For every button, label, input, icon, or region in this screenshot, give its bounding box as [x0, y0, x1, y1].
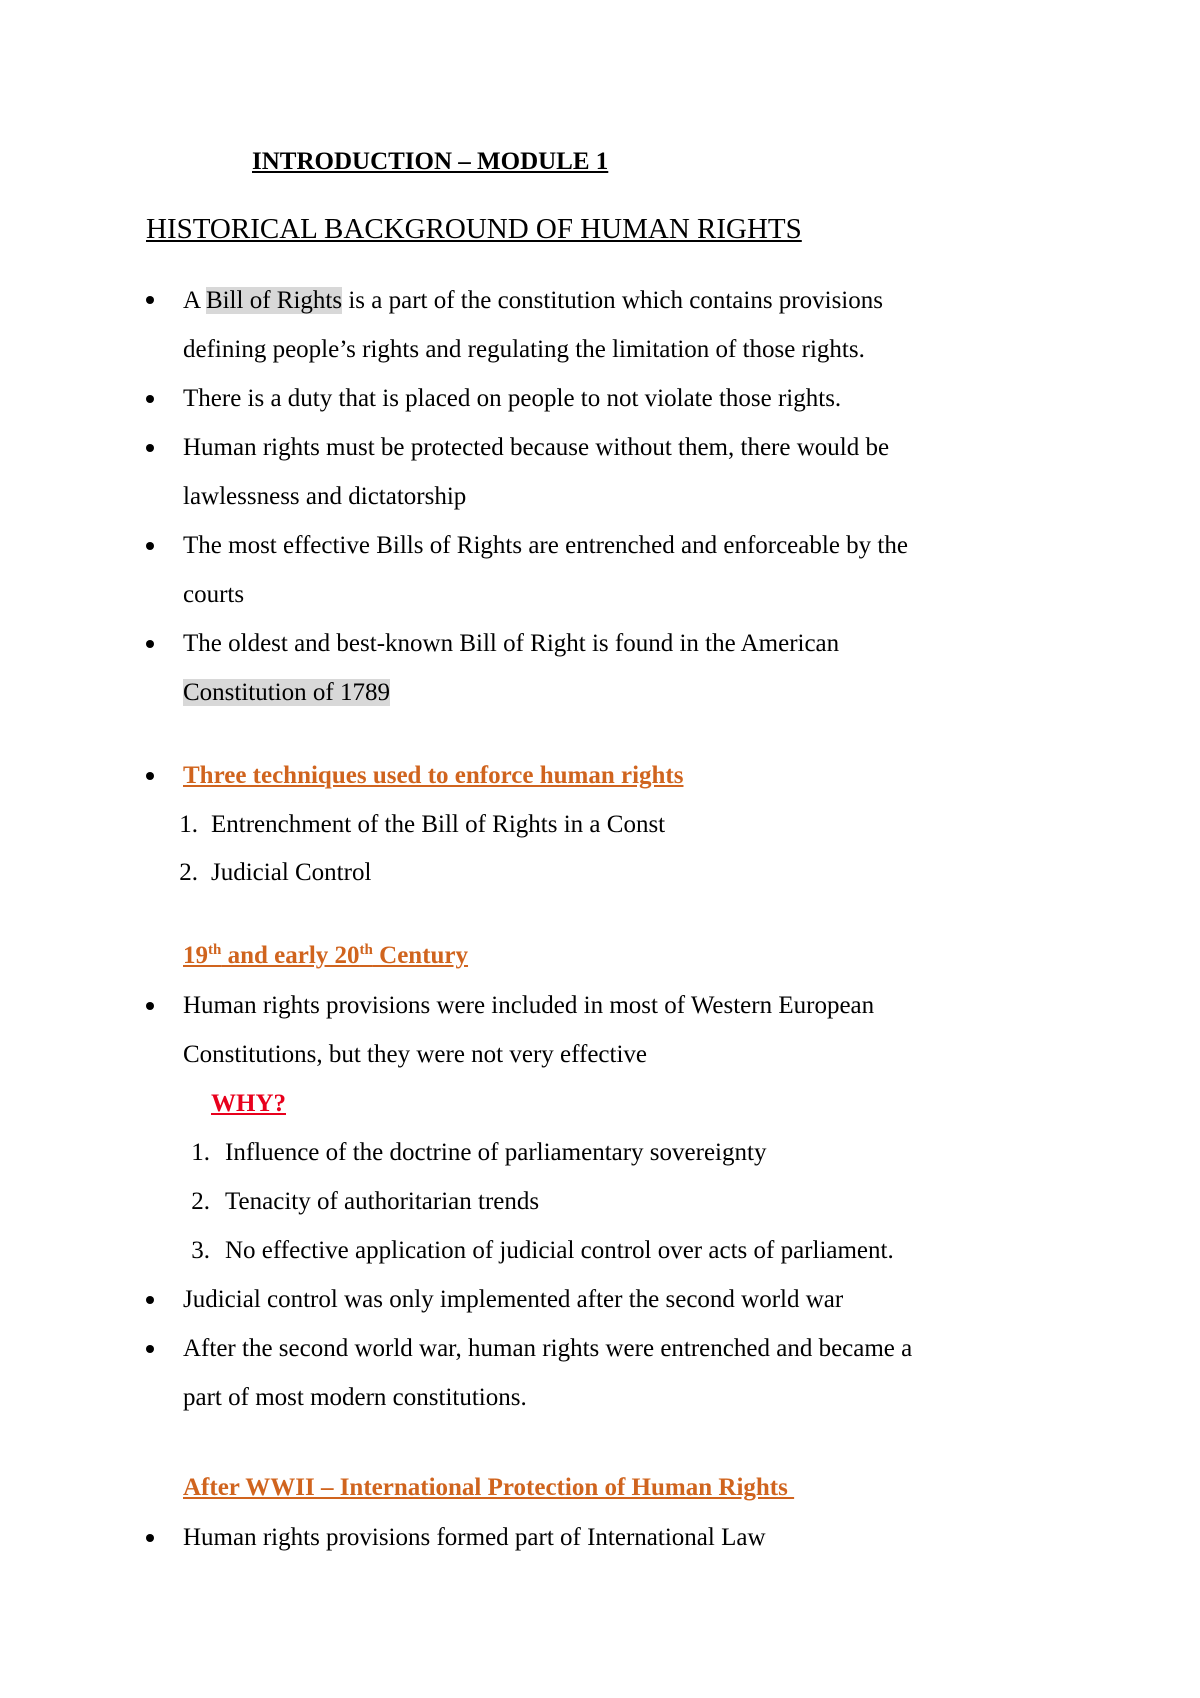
list-number: 2.: [191, 1188, 210, 1215]
list-number: 1.: [179, 811, 198, 838]
list-item: Judicial control was only implemented after the second world war: [183, 1286, 844, 1313]
bullet-dot: [146, 640, 154, 648]
list-item: Human rights must be protected because without them, there would be: [183, 434, 890, 461]
list-item: The oldest and best-known Bill of Right is found in the American: [183, 630, 840, 657]
list-item: There is a duty that is placed on people to not violate those rights.: [183, 385, 842, 412]
heading-text: Century: [372, 942, 469, 969]
why-label: WHY?: [211, 1090, 286, 1117]
list-item-continuation: courts: [183, 581, 245, 608]
list-number: 1.: [191, 1139, 210, 1166]
list-number: 3.: [191, 1237, 210, 1264]
list-item: After the second world war, human rights were entrenched and became a: [183, 1335, 913, 1362]
list-item-continuation: lawlessness and dictatorship: [183, 483, 467, 510]
list-item-text: is a part of the constitution which contains provisions: [342, 287, 883, 314]
section-heading-wwii: After WWII – International Protection of Human Rights: [183, 1474, 795, 1501]
highlighted-term: Bill of Rights: [205, 287, 343, 314]
bullet-dot: [146, 542, 154, 550]
heading-text: 19: [183, 942, 208, 969]
list-number: 2.: [179, 859, 198, 886]
bullet-dot: [146, 772, 154, 780]
bullet-dot: [146, 1002, 154, 1010]
list-item-continuation: Constitutions, but they were not very effective: [183, 1041, 648, 1068]
list-item: Human rights provisions formed part of International Law: [183, 1524, 766, 1551]
numbered-item: Influence of the doctrine of parliamentary sovereignty: [225, 1139, 767, 1166]
numbered-item: Entrenchment of the Bill of Rights in a Const: [211, 811, 666, 838]
numbered-item: Tenacity of authoritarian trends: [225, 1188, 540, 1215]
list-item: The most effective Bills of Rights are entrenched and enforceable by the: [183, 532, 908, 559]
bullet-dot: [146, 1296, 154, 1304]
page-title: HISTORICAL BACKGROUND OF HUMAN RIGHTS: [146, 213, 802, 245]
list-item: Human rights provisions were included in most of Western European: [183, 992, 875, 1019]
superscript: th: [359, 942, 373, 958]
highlighted-term: Constitution of 1789: [183, 679, 390, 706]
numbered-item: Judicial Control: [211, 859, 372, 886]
heading-text: and early 20: [221, 942, 360, 969]
bullet-dot: [146, 395, 154, 403]
bullet-dot: [146, 296, 154, 304]
bullet-dot: [146, 1345, 154, 1353]
section-heading-techniques: Three techniques used to enforce human rights: [183, 762, 684, 789]
section-heading-century: [183, 941, 468, 971]
list-item: [183, 286, 883, 316]
list-item-text: A: [183, 287, 206, 314]
module-title: INTRODUCTION – MODULE 1: [252, 148, 609, 175]
list-item-continuation: defining people’s rights and regulating the limitation of those rights.: [183, 336, 865, 363]
bullet-dot: [146, 1534, 154, 1542]
numbered-item: No effective application of judicial control over acts of parliament.: [225, 1237, 894, 1264]
list-item-continuation: [183, 678, 390, 708]
list-item-continuation: part of most modern constitutions.: [183, 1384, 527, 1411]
superscript: th: [208, 942, 222, 958]
bullet-dot: [146, 444, 154, 452]
